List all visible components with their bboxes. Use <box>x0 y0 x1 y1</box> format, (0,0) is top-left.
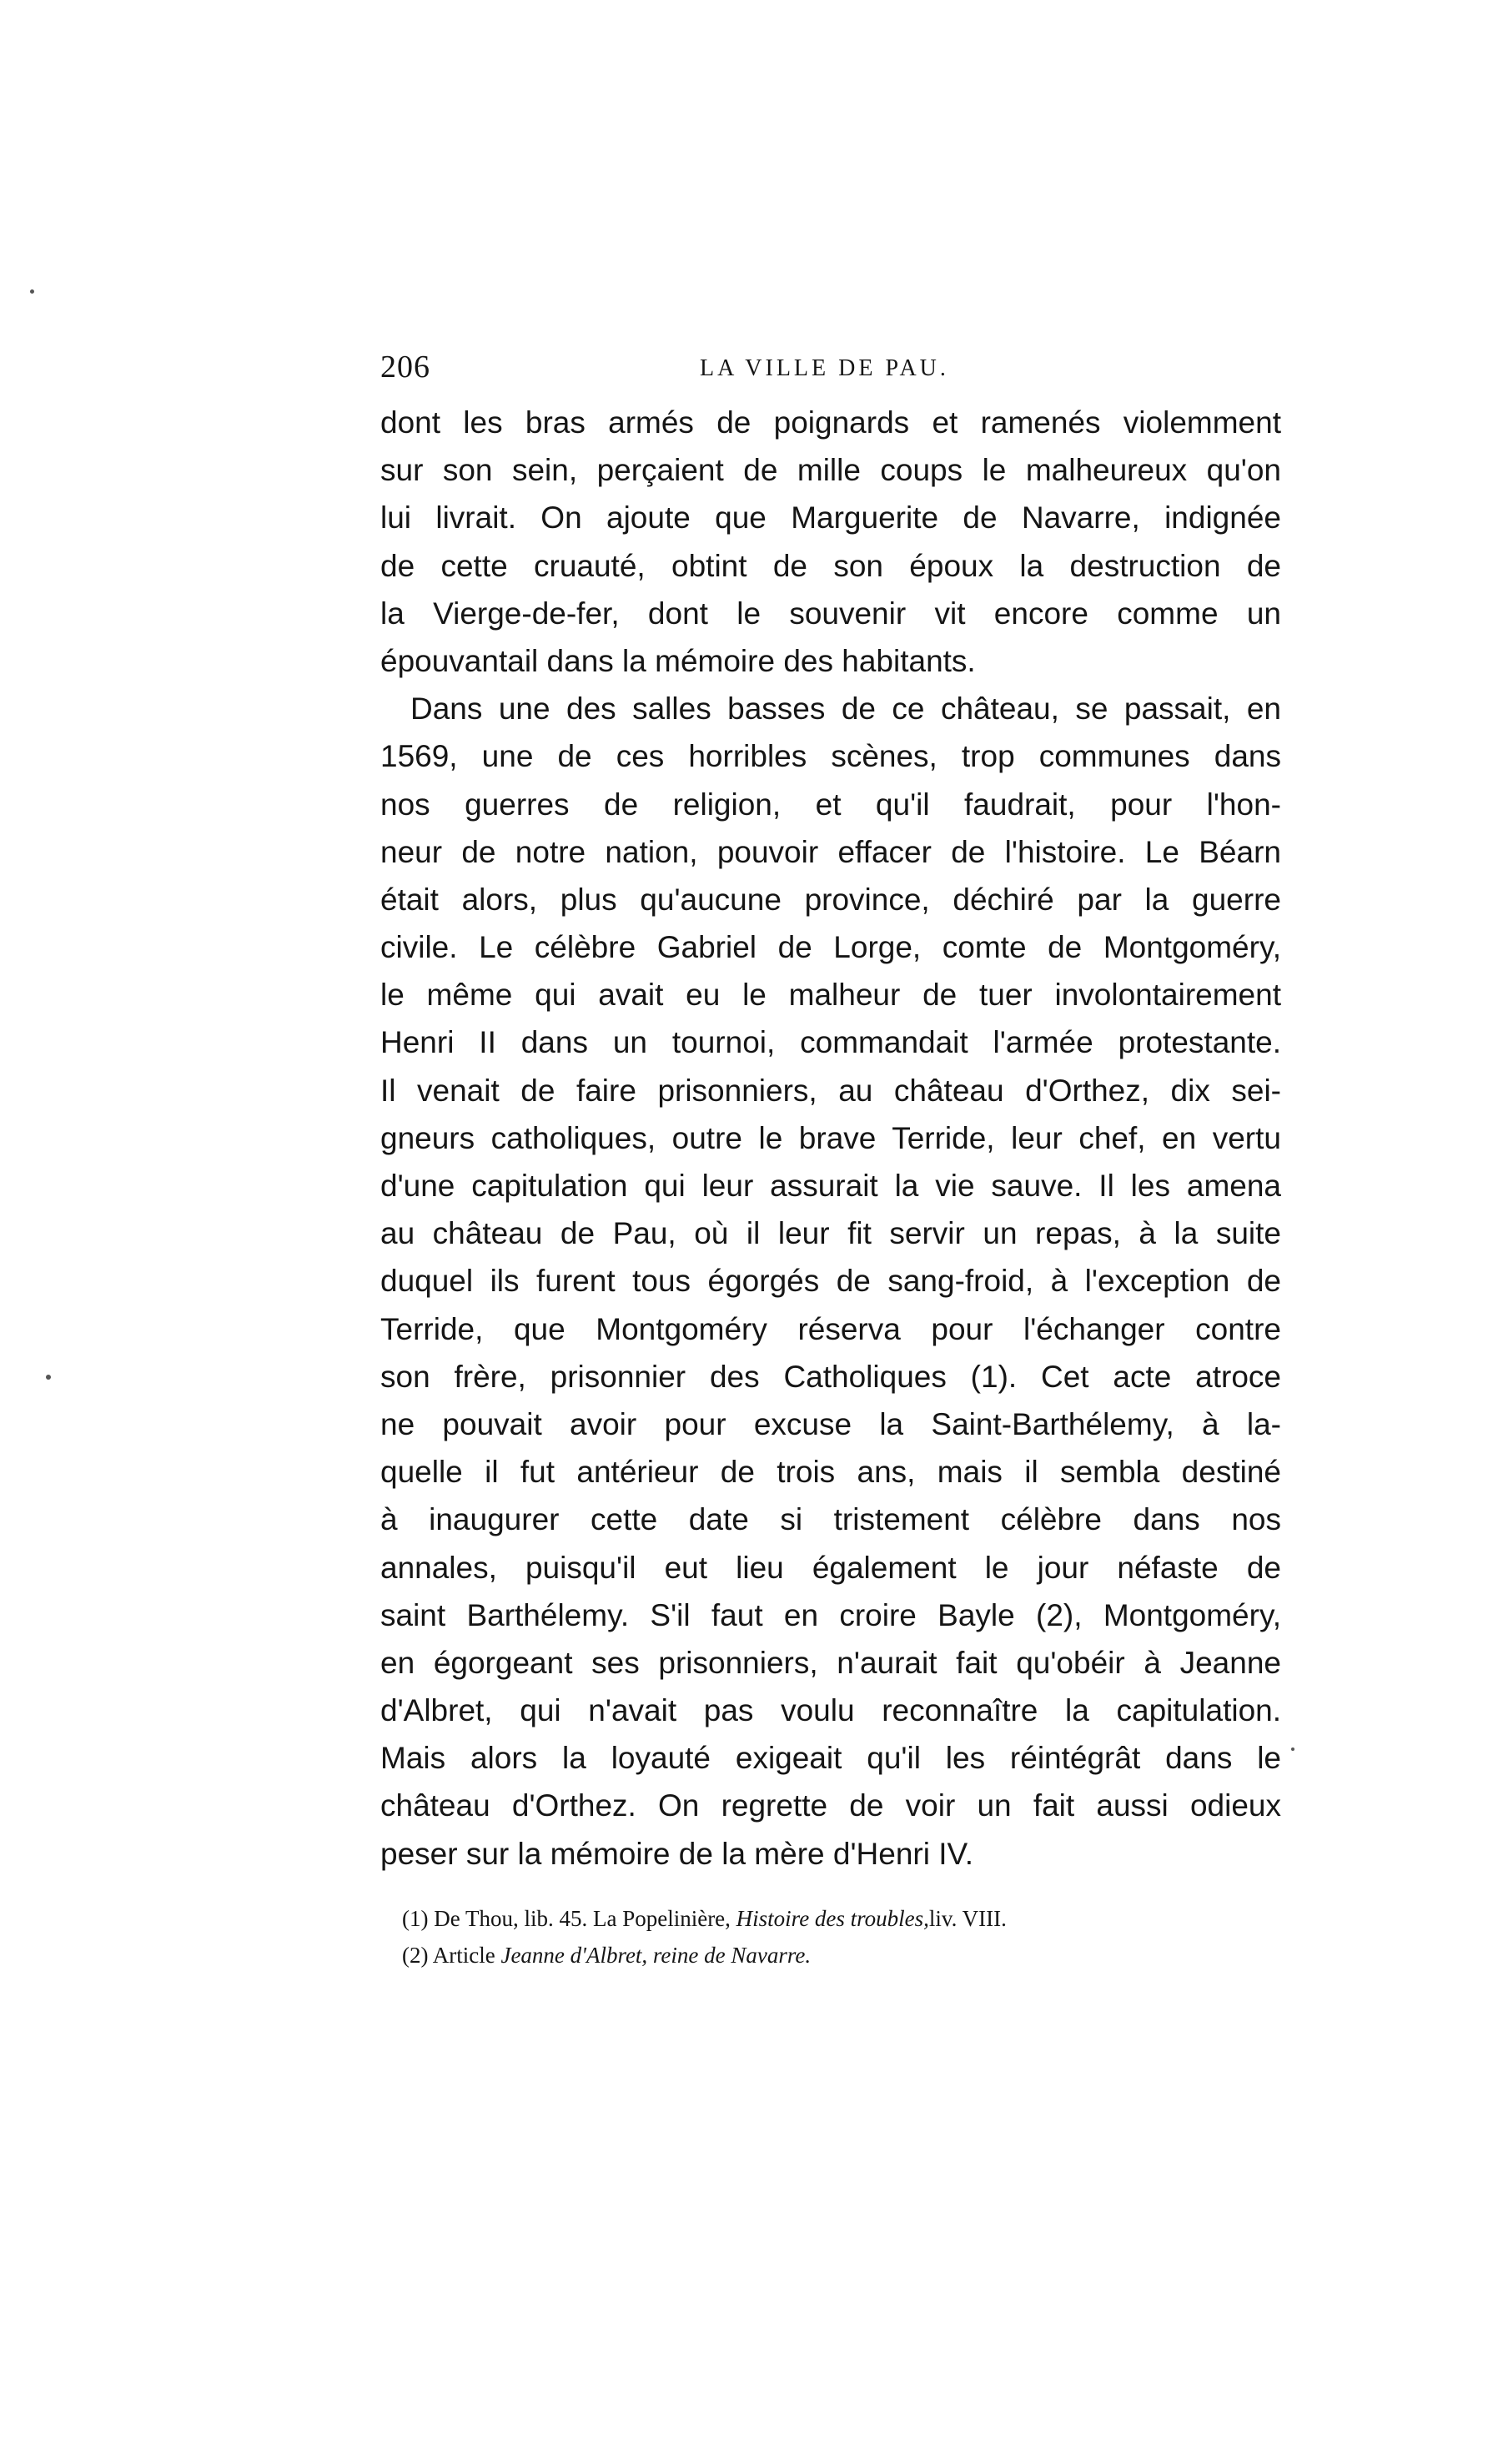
text-line: ne pouvait avoir pour excuse la Saint-Barthélemy, à la- <box>380 1406 1281 1441</box>
text-line: d'Albret, qui n'avait pas voulu reconnaître la capitulation. <box>380 1693 1281 1728</box>
text-line: nos guerres de religion, et qu'il faudrait, pour l'hon- <box>380 787 1281 822</box>
text-line: Dans une des salles basses de ce château, se passait, en <box>410 691 1281 727</box>
text-line: dont les bras armés de poignards et ramenés violemment <box>380 405 1281 440</box>
text-line: Il venait de faire prisonniers, au château d'Orthez, dix sei- <box>380 1073 1281 1108</box>
text-line: annales, puisqu'il eut lieu également le jour néfaste de <box>380 1550 1281 1585</box>
footnote-2-title: Jeanne d'Albret, reine de Navarre. <box>500 1943 812 1968</box>
footnotes <box>402 1900 1286 1974</box>
text-line: le même qui avait eu le malheur de tuer involontairement <box>380 978 1281 1013</box>
margin-speck <box>30 289 34 294</box>
body-text <box>380 399 1281 1878</box>
text-line: Henri II dans un tournoi, commandait l'armée protestante. <box>380 1025 1281 1060</box>
text-line: Terride, que Montgoméry réserva pour l'échanger contre <box>380 1311 1281 1346</box>
text-line: à inaugurer cette date si tristement célèbre dans nos <box>380 1502 1281 1537</box>
text-line: civile. Le célèbre Gabriel de Lorge, comte de Montgoméry, <box>380 930 1281 965</box>
footnote-1 <box>402 1900 1286 1937</box>
margin-speck <box>1291 1747 1294 1751</box>
footnote-1-text: (1) De Thou, lib. 45. La Popelinière, <box>402 1906 736 1931</box>
text-line: duquel ils furent tous égorgés de sang-froid, à l'exception de <box>380 1264 1281 1299</box>
text-line: neur de notre nation, pouvoir effacer de l'histoire. Le Béarn <box>380 834 1281 869</box>
text-line: quelle il fut antérieur de trois ans, mais il sembla destiné <box>380 1455 1281 1490</box>
text-line: en égorgeant ses prisonniers, n'aurait fait qu'obéir à Jeanne <box>380 1645 1281 1680</box>
text-line: Mais alors la loyauté exigeait qu'il les réintégrât dans le <box>380 1741 1281 1776</box>
text-line: sur son sein, perçaient de mille coups le malheureux qu'on <box>380 453 1281 488</box>
running-title: LA VILLE DE PAU. <box>700 355 949 381</box>
footnote-1-title: Histoire des troubles, <box>736 1906 929 1931</box>
text-line: épouvantail dans la mémoire des habitants. <box>380 643 976 678</box>
footnote-1-ref: liv. VIII. <box>928 1906 1007 1931</box>
footnote-2-text: (2) Article <box>402 1943 501 1968</box>
margin-speck <box>46 1375 51 1380</box>
text-line: 1569, une de ces horribles scènes, trop communes dans <box>380 739 1281 774</box>
text-line: d'une capitulation qui leur assurait la vie sauve. Il les amena <box>380 1169 1281 1203</box>
text-line: la Vierge-de-fer, dont le souvenir vit encore comme un <box>380 596 1281 631</box>
text-line: était alors, plus qu'aucune province, déchiré par la guerre <box>380 882 1281 917</box>
text-line: lui livrait. On ajoute que Marguerite de Navarre, indignée <box>380 500 1281 536</box>
text-line: château d'Orthez. On regrette de voir un fait aussi odieux <box>380 1788 1281 1823</box>
text-line: peser sur la mémoire de la mère d'Henri IV. <box>380 1836 974 1871</box>
text-line: gneurs catholiques, outre le brave Terride, leur chef, en vertu <box>380 1120 1281 1155</box>
text-line: son frère, prisonnier des Catholiques (1). Cet acte atroce <box>380 1359 1281 1394</box>
text-line: au château de Pau, où il leur fit servir un repas, à la suite <box>380 1216 1281 1251</box>
page-number: 206 <box>380 349 430 385</box>
page-header <box>380 349 1281 399</box>
footnote-2 <box>402 1937 1286 1974</box>
text-line: de cette cruauté, obtint de son époux la destruction de <box>380 548 1281 583</box>
text-line: saint Barthélemy. S'il faut en croire Bayle (2), Montgoméry, <box>380 1597 1281 1632</box>
